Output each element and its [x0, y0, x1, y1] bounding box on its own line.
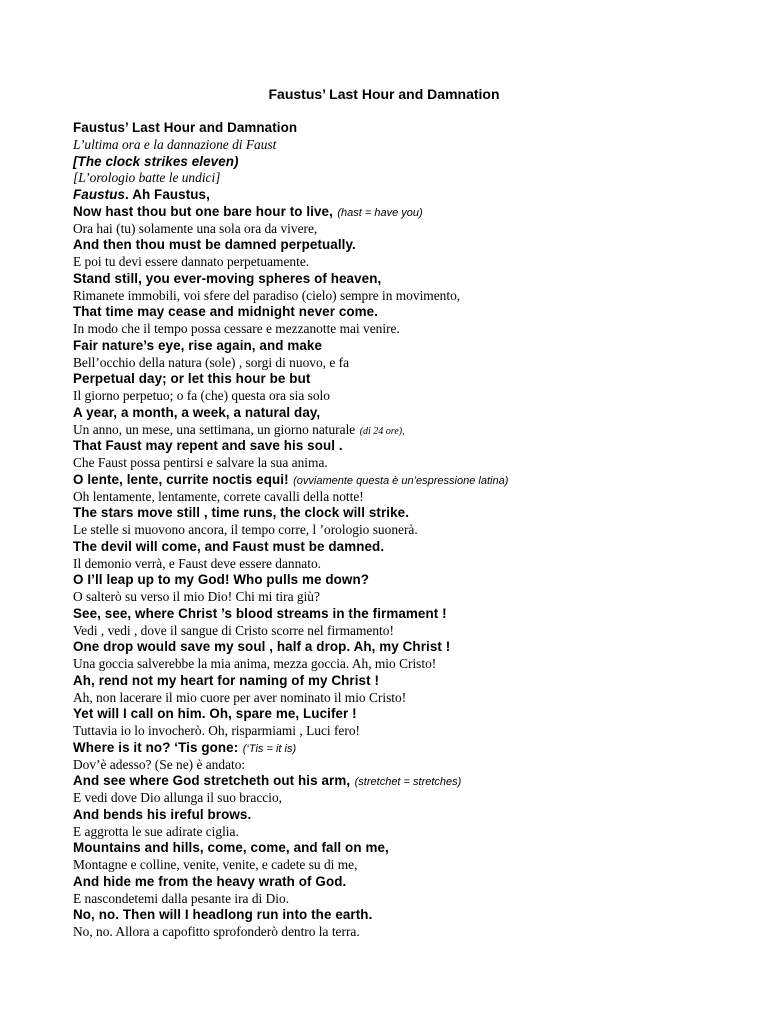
- english-text: The devil will come, and Faust must be damned.: [73, 538, 385, 554]
- english-line: [73, 807, 753, 824]
- english-line: [73, 606, 753, 623]
- gloss-note: (ovviamente questa è un’espressione latina): [293, 474, 509, 487]
- italian-line: [73, 321, 753, 338]
- italian-text: Tuttavia io lo invocherò. Oh, risparmiami , Luci fero!: [73, 723, 360, 738]
- italian-text: Una goccia salverebbe la mia anima, mezza goccia. Ah, mio Cristo!: [73, 656, 437, 671]
- english-line: [73, 204, 753, 221]
- italian-line: [73, 824, 753, 841]
- italian-line: [73, 137, 753, 154]
- speaker-name: Faustus: [73, 187, 126, 202]
- italian-line: [73, 857, 753, 874]
- english-text: No, no. Then will I headlong run into the earth.: [73, 907, 373, 923]
- italian-text: Il demonio verrà, e Faust deve essere dannato.: [73, 555, 322, 571]
- italian-line: [73, 623, 753, 640]
- english-line: [73, 907, 753, 924]
- italian-text: Ora hai (tu) solamente una sola ora da vivere,: [73, 220, 318, 236]
- english-text: See, see, where Christ ’s blood streams in the firmament !: [73, 605, 447, 621]
- english-line: [73, 154, 753, 171]
- english-line: [73, 706, 753, 723]
- italian-text: In modo che il tempo possa cessare e mezzanotte mai venire.: [73, 321, 400, 336]
- italian-text: Montagne e colline, venite, venite, e cadete su di me,: [73, 857, 358, 872]
- english-text: O I’ll leap up to my God! Who pulls me down?: [73, 572, 370, 588]
- english-line: [73, 773, 753, 790]
- english-line: [73, 505, 753, 522]
- italian-line: [73, 556, 753, 573]
- english-line: [73, 271, 753, 288]
- italian-text: Un anno, un mese, una settimana, un giorno naturale: [73, 421, 356, 437]
- english-line: [73, 740, 753, 757]
- english-line: [73, 187, 753, 204]
- italian-text: [L’orologio batte le undici]: [73, 170, 221, 186]
- english-text: Yet will I call on him. Oh, spare me, Lucifer !: [73, 706, 357, 722]
- english-text: And see where God stretcheth out his arm,: [73, 773, 351, 789]
- english-line: [73, 405, 753, 422]
- english-text: One drop would save my soul , half a drop. Ah, my Christ !: [73, 639, 451, 655]
- italian-line: [73, 924, 753, 941]
- english-text: [The clock strikes eleven): [73, 153, 239, 169]
- italian-text: Che Faust possa pentirsi e salvare la sua anima.: [73, 455, 328, 470]
- english-line: [73, 304, 753, 321]
- italian-text: L’ultima ora e la dannazione di Faust: [73, 136, 277, 152]
- document-body: [73, 120, 753, 941]
- gloss-note: (di 24 ore),: [359, 425, 405, 437]
- gloss-note: (hast = have you): [337, 206, 423, 219]
- italian-line: [73, 790, 753, 807]
- gloss-note: (‘Tis = it is): [242, 742, 297, 755]
- english-text: Where is it no? ‘Tis gone:: [73, 739, 239, 755]
- italian-line: [73, 422, 753, 439]
- english-line: [73, 472, 753, 489]
- italian-text: E aggrotta le sue adirate ciglia.: [73, 823, 239, 839]
- italian-line: [73, 757, 753, 774]
- english-text: And then thou must be damned perpetually.: [73, 237, 356, 253]
- italian-text: Le stelle si muovono ancora, il tempo corre, l ’orologio suonerà.: [73, 522, 418, 537]
- italian-text: E vedi dove Dio allunga il suo braccio,: [73, 790, 282, 805]
- italian-text: No, no. Allora a capofitto sprofonderò dentro la terra.: [73, 924, 360, 939]
- italian-text: Ah, non lacerare il mio cuore per aver nominato il mio Cristo!: [73, 689, 407, 705]
- english-text: Ah, rend not my heart for naming of my Christ !: [73, 672, 380, 688]
- english-text: The stars move still , time runs, the clock will strike.: [73, 505, 410, 521]
- italian-text: Dov’è adesso? (Se ne) è andato:: [73, 756, 246, 772]
- italian-line: [73, 489, 753, 506]
- italian-text: O salterò su verso il mio Dio! Chi mi tira giù?: [73, 589, 320, 604]
- italian-line: [73, 656, 753, 673]
- english-text: And bends his ireful brows.: [73, 806, 252, 822]
- italian-line: [73, 221, 753, 238]
- english-text: . Ah Faustus,: [125, 187, 210, 202]
- italian-line: [73, 355, 753, 372]
- english-line: [73, 572, 753, 589]
- english-line: [73, 539, 753, 556]
- italian-line: [73, 690, 753, 707]
- italian-line: [73, 455, 753, 472]
- italian-line: [73, 254, 753, 271]
- italian-text: Rimanete immobili, voi sfere del paradiso (cielo) sempre in movimento,: [73, 287, 461, 303]
- english-text: Stand still, you ever-moving spheres of heaven,: [73, 270, 382, 286]
- italian-line: [73, 522, 753, 539]
- italian-text: E poi tu devi essere dannato perpetuamente.: [73, 254, 310, 269]
- gloss-note: (stretchet = stretches): [354, 776, 462, 789]
- english-text: Now hast thou but one bare hour to live,: [73, 203, 333, 219]
- italian-text: Bell’occhio della natura (sole) , sorgi di nuovo, e fa: [73, 354, 350, 370]
- english-line: [73, 673, 753, 690]
- english-line: [73, 639, 753, 656]
- english-line: [73, 371, 753, 388]
- italian-line: [73, 288, 753, 305]
- italian-line: [73, 723, 753, 740]
- english-text: Perpetual day; or let this hour be but: [73, 371, 311, 387]
- italian-text: Il giorno perpetuo; o fa (che) questa ora sia solo: [73, 388, 330, 403]
- english-line: [73, 237, 753, 254]
- english-text: Mountains and hills, come, come, and fall on me,: [73, 840, 389, 856]
- english-text: O lente, lente, currite noctis equi!: [73, 471, 289, 487]
- english-line: [73, 120, 753, 137]
- italian-line: [73, 388, 753, 405]
- english-line: [73, 874, 753, 891]
- english-text: Fair nature’s eye, rise again, and make: [73, 337, 323, 353]
- italian-text: E nascondetemi dalla pesante ira di Dio.: [73, 890, 290, 906]
- english-line: [73, 438, 753, 455]
- italian-line: [73, 589, 753, 606]
- document-title: Faustus’ Last Hour and Damnation: [268, 86, 500, 102]
- english-text: That time may cease and midnight never come.: [73, 304, 379, 320]
- english-line: [73, 338, 753, 355]
- english-text: Faustus’ Last Hour and Damnation: [73, 120, 298, 135]
- italian-text: Oh lentamente, lentamente, correte cavalli della notte!: [73, 488, 364, 504]
- english-line: [73, 840, 753, 857]
- english-text: And hide me from the heavy wrath of God.: [73, 873, 347, 889]
- italian-line: [73, 170, 753, 187]
- italian-line: [73, 891, 753, 908]
- english-text: That Faust may repent and save his soul .: [73, 438, 343, 454]
- english-text: A year, a month, a week, a natural day,: [73, 404, 321, 420]
- italian-text: Vedi , vedi , dove il sangue di Cristo scorre nel firmamento!: [73, 622, 394, 638]
